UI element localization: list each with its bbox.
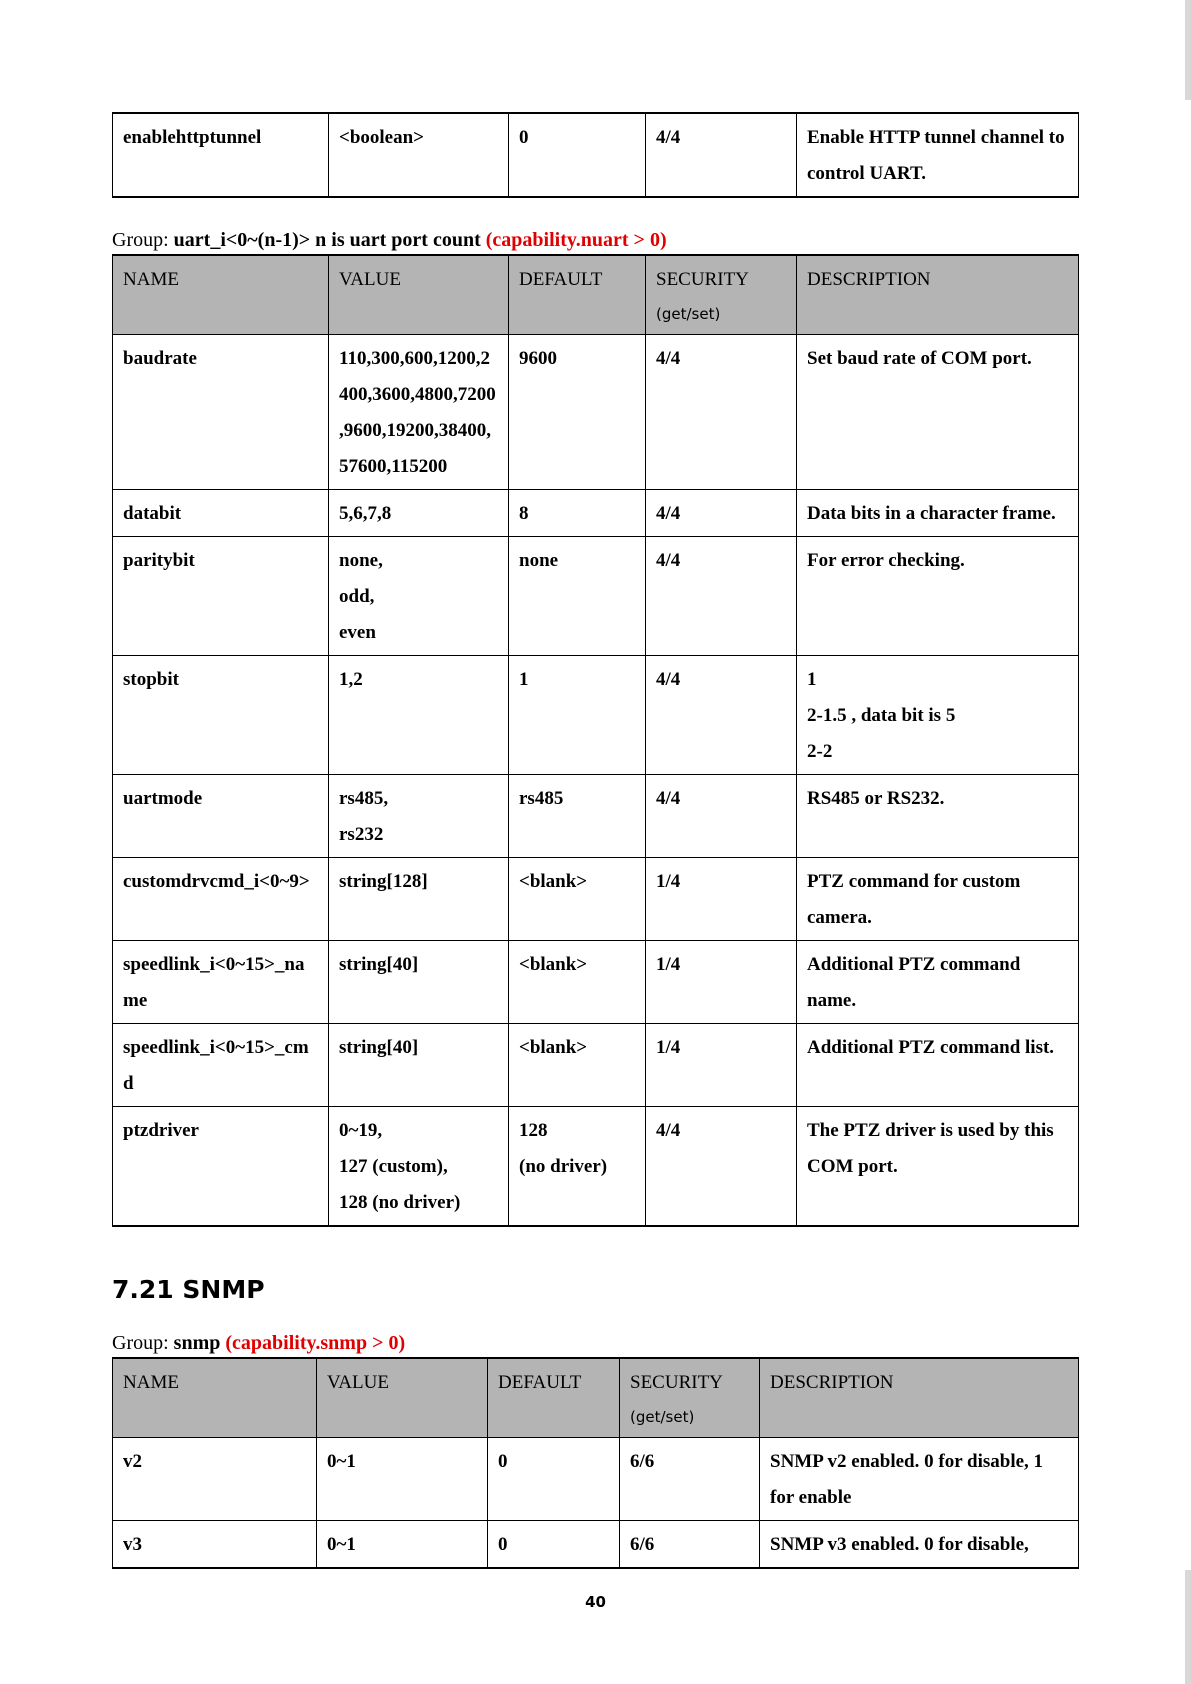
param-description: Additional PTZ command list. [797,1024,1079,1107]
col-header-name: NAME [113,255,329,335]
table-row [113,858,1079,941]
table-row [113,775,1079,858]
table-row [113,656,1079,775]
table-row [113,335,1079,490]
security-sublabel: (get/set) [630,1408,695,1426]
group-name: snmp [173,1332,221,1354]
param-security: 6/6 [620,1438,760,1521]
scrollbar-edge-bottom [1185,1570,1191,1684]
group-name: uart_i<0~(n-1)> n is uart port count [173,229,481,251]
param-security: 4/4 [646,775,797,858]
param-description: SNMP v3 enabled. 0 for disable, [760,1521,1079,1569]
scrollbar-edge-top [1185,0,1191,100]
col-header-description: DESCRIPTION [797,255,1079,335]
param-default: 128 (no driver) [509,1107,646,1227]
param-description: PTZ command for custom camera. [797,858,1079,941]
group-prefix: Group: [112,229,174,251]
security-label: SECURITY [630,1372,723,1393]
document-page [112,112,1078,1569]
col-header-security [620,1358,760,1438]
param-security: 1/4 [646,941,797,1024]
section-heading: 7.21 SNMP [112,1275,265,1304]
col-header-default: DEFAULT [488,1358,620,1438]
table-row [113,1024,1079,1107]
col-header-default: DEFAULT [509,255,646,335]
param-security: 1/4 [646,1024,797,1107]
param-value: string[128] [329,858,509,941]
param-name: speedlink_i<0~15>_name [113,941,329,1024]
param-default: 1 [509,656,646,775]
table-row [113,1107,1079,1227]
param-security: 4/4 [646,113,797,197]
snmp-group-title [112,1329,1078,1357]
table-header-row [113,1358,1079,1438]
param-name: baudrate [113,335,329,490]
param-description: RS485 or RS232. [797,775,1079,858]
table-header-row [113,255,1079,335]
param-default: <blank> [509,1024,646,1107]
param-name: paritybit [113,537,329,656]
table-row [113,490,1079,537]
param-value: 110,300,600,1200,2400,3600,4800,7200,9600,19200,38400,57600,115200 [329,335,509,490]
param-value: 0~19, 127 (custom), 128 (no driver) [329,1107,509,1227]
param-value: <boolean> [329,113,509,197]
security-label: SECURITY [656,269,749,290]
param-description: For error checking. [797,537,1079,656]
param-default: 0 [488,1438,620,1521]
snmp-table-body [113,1438,1079,1569]
table-row [113,537,1079,656]
param-value: 0~1 [317,1521,488,1569]
table-row [113,941,1079,1024]
param-default: 9600 [509,335,646,490]
param-security: 4/4 [646,656,797,775]
group-capability: (capability.nuart > 0) [485,229,667,251]
table-row [113,1438,1079,1521]
group-capability: (capability.snmp > 0) [225,1332,406,1354]
param-name: stopbit [113,656,329,775]
param-default: <blank> [509,941,646,1024]
table-row [113,1521,1079,1569]
param-name: uartmode [113,775,329,858]
param-name: v2 [113,1438,317,1521]
param-default: rs485 [509,775,646,858]
param-value: 0~1 [317,1438,488,1521]
enablehttptunnel-table [112,112,1079,198]
param-description: Additional PTZ command name. [797,941,1079,1024]
param-security: 1/4 [646,858,797,941]
param-name: customdrvcmd_i<0~9> [113,858,329,941]
param-security: 4/4 [646,537,797,656]
param-value: 5,6,7,8 [329,490,509,537]
snmp-table [112,1357,1079,1569]
uart-table-body [113,335,1079,1227]
param-description: Set baud rate of COM port. [797,335,1079,490]
param-name: v3 [113,1521,317,1569]
param-default: <blank> [509,858,646,941]
col-header-security [646,255,797,335]
param-description: Data bits in a character frame. [797,490,1079,537]
param-description: The PTZ driver is used by this COM port. [797,1107,1079,1227]
param-security: 4/4 [646,335,797,490]
col-header-value: VALUE [317,1358,488,1438]
param-value: rs485, rs232 [329,775,509,858]
table-row [113,113,1079,197]
param-name: enablehttptunnel [113,113,329,197]
uart-table [112,254,1079,1227]
param-security: 6/6 [620,1521,760,1569]
security-sublabel: (get/set) [656,305,721,323]
param-security: 4/4 [646,490,797,537]
param-description: SNMP v2 enabled. 0 for disable, 1 for enable [760,1438,1079,1521]
param-description: 1 2-1.5 , data bit is 5 2-2 [797,656,1079,775]
uart-group-title [112,226,1078,254]
param-default: 0 [509,113,646,197]
param-name: speedlink_i<0~15>_cmd [113,1024,329,1107]
param-default: 8 [509,490,646,537]
param-value: 1,2 [329,656,509,775]
param-value: string[40] [329,941,509,1024]
param-default: 0 [488,1521,620,1569]
param-value: string[40] [329,1024,509,1107]
param-name: ptzdriver [113,1107,329,1227]
group-prefix: Group: [112,1332,174,1354]
param-security: 4/4 [646,1107,797,1227]
col-header-name: NAME [113,1358,317,1438]
param-description: Enable HTTP tunnel channel to control UART. [797,113,1079,197]
page-number: 40 [585,1593,606,1611]
col-header-value: VALUE [329,255,509,335]
param-default: none [509,537,646,656]
param-value: none, odd, even [329,537,509,656]
param-name: databit [113,490,329,537]
col-header-description: DESCRIPTION [760,1358,1079,1438]
